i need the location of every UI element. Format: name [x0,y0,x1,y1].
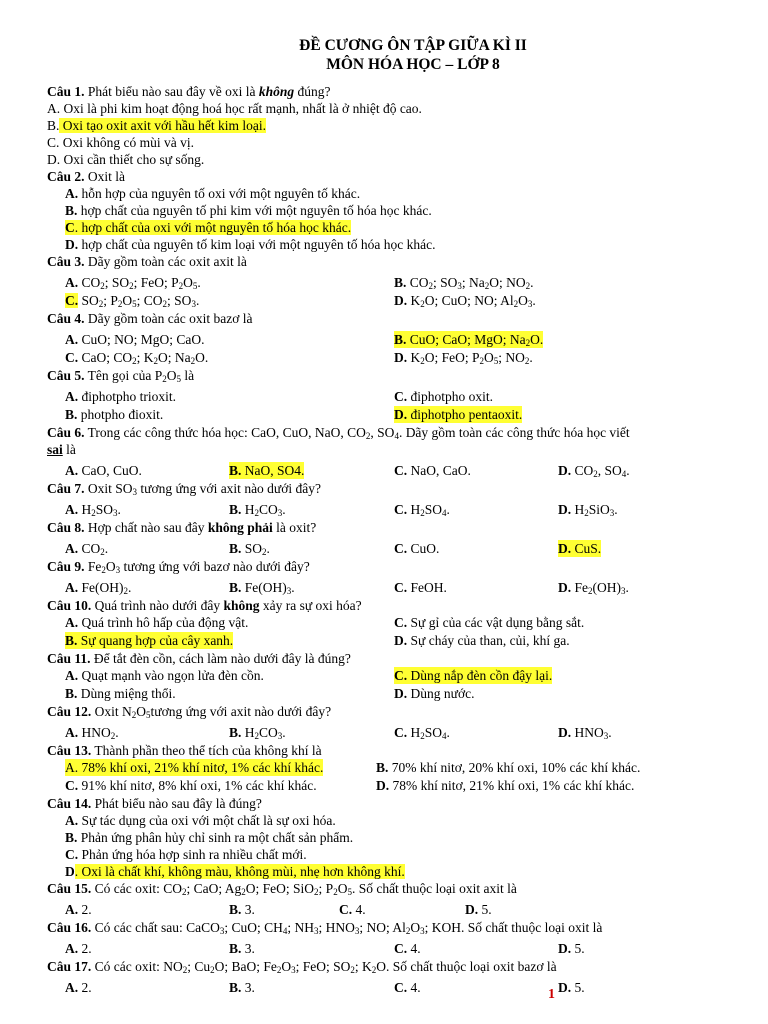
q5-options-row-2 [47,406,759,424]
q17-option-b: B. 3. [229,980,255,995]
q11-option-d: D. Dùng nước. [394,686,475,701]
q11-options-row-2 [47,685,759,703]
q14-option-c: C. Phản ứng hóa hợp sinh ra nhiều chất mới. [65,847,307,862]
q2-option-a: A. hỗn hợp của nguyên tố oxi với một nguyên tố khác. [65,186,361,201]
question-2: Câu 2. Oxit là [47,169,126,184]
q3-options-row-1 [47,274,759,292]
q3-option-a: A. $CO_2$; $SO_2$; FeO; $P_2O_5$. [65,275,201,291]
q15-option-a: A. 2. [65,902,92,917]
q11-option-a: A. Quạt mạnh vào ngọn lửa đèn cồn. [65,668,264,683]
q16-option-d: D. 5. [558,941,585,956]
q17-option-a: A. 2. [65,980,92,995]
q8-options [47,540,759,558]
q10-options-row-1 [47,614,759,632]
q16-option-c: C. 4. [394,941,421,956]
q8-option-a: A. $CO_2$. [65,541,109,557]
question-8: Câu 8. Hợp chất nào sau đây không phải là oxit? [47,520,317,535]
q4-option-d: D. $K_2O$; FeO; $P_2O_5$; $NO_2$. [394,350,533,366]
q10-option-d: D. Sự cháy của than, củi, khí ga. [394,633,570,648]
q12-option-c: C. $H_2SO_4$. [394,725,450,741]
q1-option-c: C. Oxi không có mùi và vị. [47,135,194,150]
q3-option-c: C. $SO_2$; $P_2O_5$; $CO_2$; $SO_3$. [65,293,200,309]
q11-option-c: C. Dùng nắp đèn cồn đậy lại. [394,668,553,683]
q16-options [47,940,759,958]
q15-option-b: B. 3. [229,902,255,917]
title-line-1: ĐỀ CƯƠNG ÔN TẬP GIỮA KÌ II [299,37,527,54]
q5-option-a: A. điphotpho trioxit. [65,389,176,404]
q8-option-b: B. $SO_2$. [229,541,270,557]
q15-option-d: D. 5. [465,902,492,917]
q8-option-d: D. CuS. [558,541,602,556]
question-6-cont: sai là [47,442,76,457]
q17-options [47,979,759,997]
q14-option-a: A. Sự tác dụng của oxi với một chất là sự oxi hóa. [65,813,336,828]
q8-option-c: C. CuO. [394,541,440,556]
q17-option-c: C. 4. [394,980,421,995]
q11-option-b: B. Dùng miệng thổi. [65,686,176,701]
q13-option-b: B. 70% khí nitơ, 20% khí oxi, 10% các khí khác. [376,760,641,775]
question-11: Câu 11. Để tắt đèn cồn, cách làm nào dưới đây là đúng? [47,651,351,666]
q13-options-row-2 [47,777,759,795]
q16-option-b: B. 3. [229,941,255,956]
document-body [47,36,759,997]
q15-options [47,901,759,919]
question-9: Câu 9. $Fe_2O_3$ tương ứng với bazơ nào dưới đây? [47,559,310,575]
q12-option-d: D. $HNO_3$. [558,725,612,741]
question-4: Câu 4. Dãy gồm toàn các oxit bazơ là [47,311,253,326]
question-6: Câu 6. Trong các công thức hóa học: CaO, CuO, NaO, $CO_2$, $SO_4$. Dãy gồm toàn các công thức hóa học viết [47,425,630,441]
question-12: Câu 12. Oxit $N_2O_5tương$ ứng với axit nào dưới đây? [47,704,332,720]
question-15: Câu 15. Có các oxit: $CO_2$; CaO; $Ag_2O$; FeO; SiO$_2$; $P_2O_5$. Số chất thuộc loại oxit axit là [47,881,517,897]
q15-option-c: C. 4. [339,902,366,917]
q14-option-d: D. Oxi là chất khí, không màu, không mùi, nhẹ hơn không khí. [65,864,405,879]
q6-option-b: B. NaO, SO4. [229,463,305,478]
q7-option-d: D. $H_2SiO_3$. [558,502,618,518]
q4-options-row-1 [47,331,759,349]
q10-option-a: A. Quá trình hô hấp của động vật. [65,615,249,630]
q3-options-row-2 [47,292,759,310]
q10-options-row-2 [47,632,759,650]
q2-option-b: B. hợp chất của nguyên tố phi kim với một nguyên tố hóa học khác. [65,203,432,218]
q1-option-b: B. Oxi tạo oxit axit với hầu hết kim loại. [47,118,266,133]
q3-option-b: B. $CO_2$; $SO_3$; $Na_2O$; $NO_2$. [394,275,534,291]
q12-option-b: B. $H_2CO_3$. [229,725,286,741]
q1-option-a: A. Oxi là phi kim hoạt động hoá học rất mạnh, nhất là ở nhiệt độ cao. [47,101,422,116]
q13-option-c: C. 91% khí nitơ, 8% khí oxi, 1% các khí khác. [65,778,317,793]
q6-options [47,462,759,480]
page-number: 1 [548,987,555,1002]
q2-option-d: D. hợp chất của nguyên tố kim loại với một nguyên tố hóa học khác. [65,237,436,252]
question-13: Câu 13. Thành phần theo thể tích của không khí là [47,743,322,758]
q12-options [47,724,759,742]
q3-option-d: D. $K_2O$; CuO; NO; $Al_2O_3$. [394,293,536,309]
q12-option-a: A. $HNO_2$. [65,725,119,741]
q7-option-c: C. $H_2SO_4$. [394,502,450,518]
q4-option-b: B. CuO; CaO; MgO; $Na_2O$. [394,332,544,348]
q5-options-row-1 [47,388,759,406]
question-7: Câu 7. Oxit $SO_3$ tương ứng với axit nào dưới đây? [47,481,321,497]
title-line-2: MÔN HÓA HỌC – LỚP 8 [326,56,500,73]
q9-option-d: D. $Fe_2(OH)_3$. [558,580,629,596]
q4-option-a: A. CuO; NO; MgO; CaO. [65,332,205,347]
question-17: Câu 17. Có các oxit: $NO_2$; $Cu_2O$; BaO; $Fe_2O_3$; FeO; $SO_2$; $K_2O$. Số chất thuộc loại oxit bazơ là [47,959,557,975]
q6-option-a: A. CaO, CuO. [65,463,142,478]
q9-options [47,579,759,597]
q13-option-a: A. 78% khí oxi, 21% khí nitơ, 1% các khí khác. [65,760,324,775]
question-10: Câu 10. Quá trình nào dưới đây không xảy ra sự oxi hóa? [47,598,362,613]
q13-options-row-1 [47,759,759,777]
q9-option-b: B. $Fe(OH)_3$. [229,580,295,596]
q4-options-row-2 [47,349,759,367]
q17-option-d: D. 5. [558,980,585,995]
q7-option-a: A. $H_2SO_3$. [65,502,121,518]
q10-option-b: B. Sự quang hợp của cây xanh. [65,633,234,648]
q9-option-a: A. $Fe(OH)_2$. [65,580,132,596]
q2-option-c: C. hợp chất của oxi với một nguyên tố hóa học khác. [65,220,352,235]
q7-option-b: B. $H_2CO_3$. [229,502,286,518]
q14-option-b: B. Phản ứng phân hủy chỉ sinh ra một chất sản phẩm. [65,830,354,845]
q11-options-row-1 [47,667,759,685]
question-1: Câu 1. Phát biểu nào sau đây về oxi là không đúng? [47,84,331,99]
q5-option-c: C. điphotpho oxit. [394,389,494,404]
q1-option-d: D. Oxi cần thiết cho sự sống. [47,152,205,167]
q9-option-c: C. FeOH. [394,580,447,595]
q16-option-a: A. 2. [65,941,92,956]
q10-option-c: C. Sự gỉ của các vật dụng bằng sắt. [394,615,585,630]
question-14: Câu 14. Phát biểu nào sau đây là đúng? [47,796,262,811]
q13-option-d: D. 78% khí nitơ, 21% khí oxi, 1% các khí khác. [376,778,635,793]
question-5: Câu 5. Tên gọi của $P_2O_5$ là [47,368,195,384]
q6-option-c: C. NaO, CaO. [394,463,471,478]
q7-options [47,501,759,519]
q5-option-b: B. photpho đioxit. [65,407,164,422]
q5-option-d: D. điphotpho pentaoxit. [394,407,523,422]
question-16: Câu 16. Có các chất sau: CaCO$_3$; CuO; $CH_4$; $NH_3$; $HNO_3$; NO; $Al_2O_3$; KOH. Số chất thuộc loại oxit là [47,920,603,936]
q6-option-d: D. $CO_2$, $SO_4$. [558,463,630,479]
q4-option-c: C. CaO; $CO_2$; $K_2O$; $Na_2O$. [65,350,209,366]
question-3: Câu 3. Dãy gồm toàn các oxit axit là [47,254,247,269]
